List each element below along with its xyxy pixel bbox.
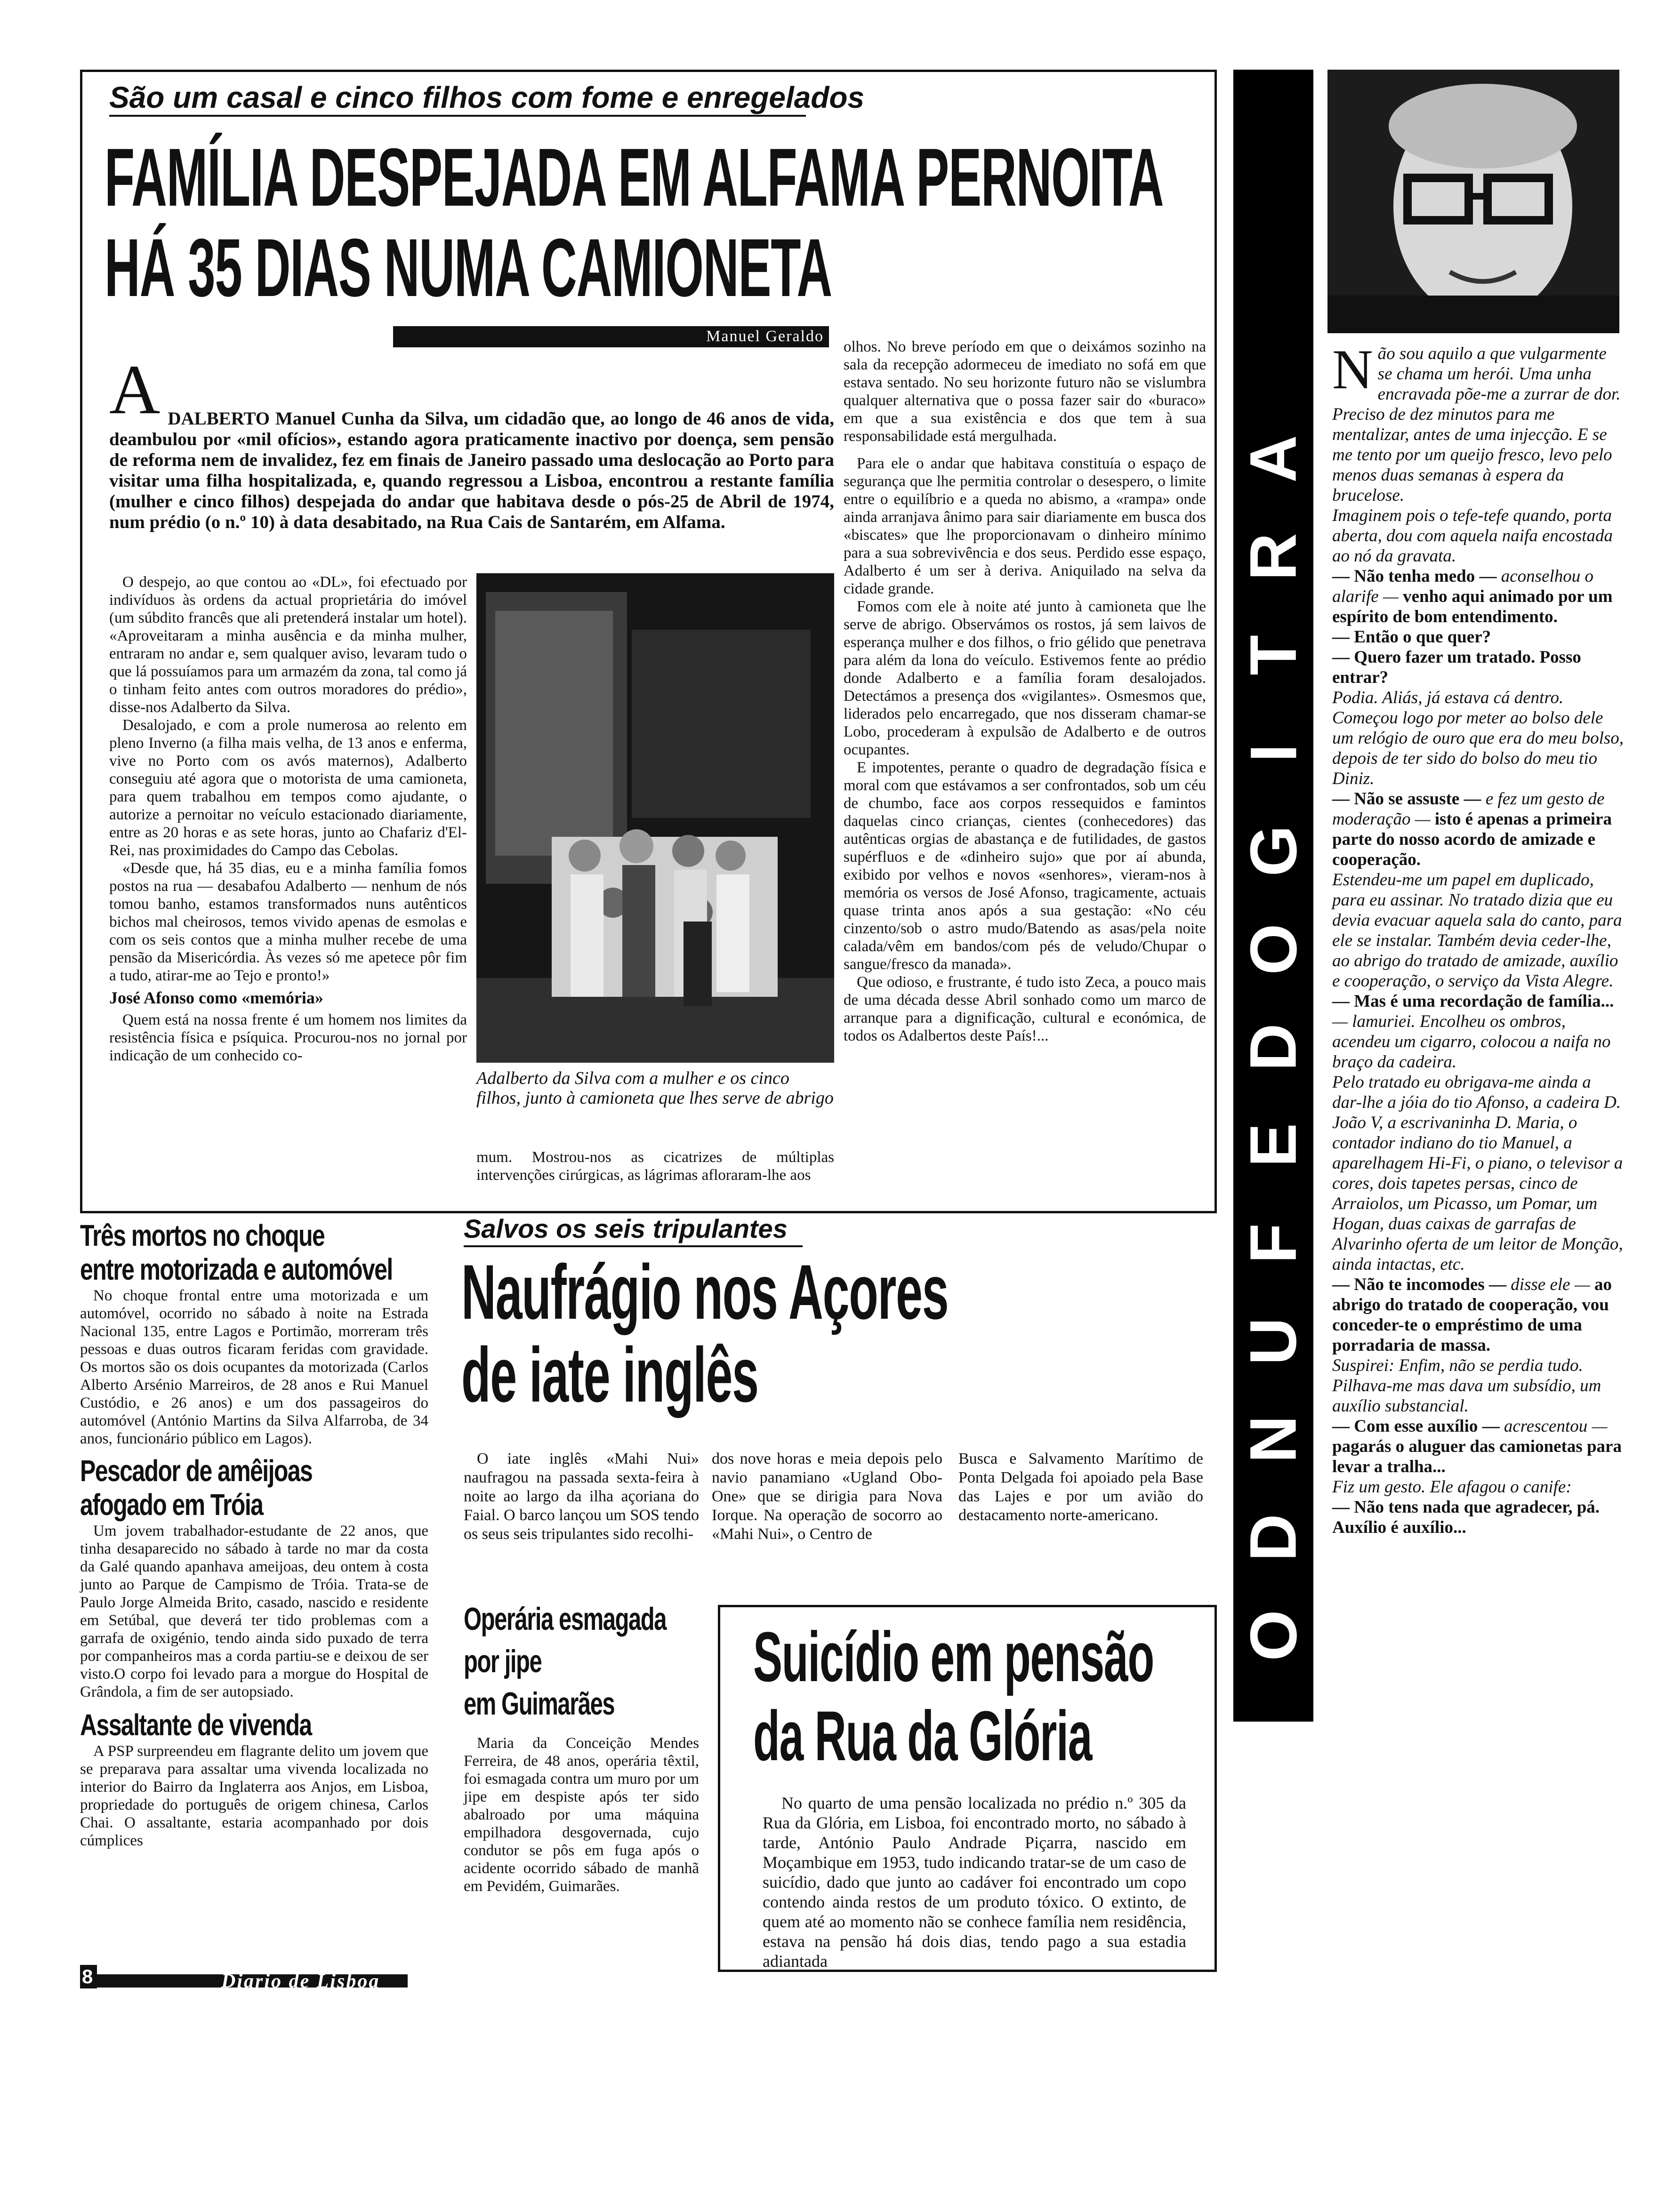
byline: Manuel Geraldo (706, 328, 824, 345)
artigo-de-fundo-letters (1233, 424, 1313, 1671)
suicide-headline-2: da Rua da Glória (753, 1696, 1092, 1775)
author-portrait (1327, 70, 1619, 333)
brief-1-title: Três mortos no choque (80, 1218, 325, 1252)
suicide-headline-1: Suicídio em pensão (753, 1617, 1154, 1696)
vertical-letter: A (1236, 435, 1310, 483)
main-headline-line2: HÁ 35 DIAS NUMA CAMIONETA (105, 222, 832, 314)
sidebar-dialogue: venho aqui animado por um espírito de bom entendimento. (1332, 587, 1613, 626)
sidebar-dialogue: — Não te incomodes — (1332, 1275, 1506, 1294)
brief-2-title2: afogado em Tróia (80, 1488, 263, 1522)
main-col1-subhead: José Afonso como «memória» (109, 988, 323, 1007)
sidebar-dialogue: ao abrigo do tratado de cooperação, vou conceder-te o empréstimo de uma porradaria de massa. (1332, 1275, 1612, 1355)
vertical-letter: R (1236, 533, 1310, 581)
sidebar-column (1332, 338, 1624, 1538)
sidebar-text: acrescentou — (1499, 1417, 1608, 1436)
sidebar-dialogue: isto é apenas a primeira parte do nosso acordo de amizade e cooperação. (1332, 809, 1612, 869)
shipwreck-headline-1: Naufrágio nos Açores (461, 1249, 949, 1335)
main-col3-p2: Para ele o andar que habitava constituía o espaço de segurança que lhe permitia controlar o desespero, o limite entre o equilíbrio e a queda no abismo, a «rampa» onde ainda arranjava ânimo para sair diariamente em busca dos «biscates» que lhe proporcionavam o dinheiro mínimo para a sua sobrevivência e dos seus. Perdido esse espaço, Adalberto é um ser à deriva. Aniquilado na selva da cidade grande. (844, 455, 1206, 597)
vertical-letter: D (1236, 1023, 1310, 1071)
shipwreck-kicker-rule (464, 1245, 803, 1247)
family-photo-image (476, 573, 834, 1063)
vertical-letter: E (1236, 1123, 1310, 1167)
main-col1-p3: «Desde que, há 35 dias, eu e a minha família fomos postos na rua — desabafou Adalberto — nenhum de nós tomou banho, estamos transformados nuns autênticos bichos mal cheirosos, temos vivido apenas de esmolas e com os seis contos que a minha mulher recebe de uma pensão da Misericórdia. Às vezes só me apetece pôr fim a tudo, atirar-me ao Tejo e pronto!» (109, 860, 467, 984)
main-col2-cont: mum. Mostrou-nos as cicatrizes de múltiplas intervenções cirúrgicas, as lágrimas afloraram-lhe aos (476, 1149, 834, 1184)
vertical-letter: G (1236, 825, 1310, 877)
vertical-letter: N (1236, 1415, 1310, 1463)
shipwreck-kicker: Salvos os seis tripulantes (464, 1214, 788, 1243)
main-col3-p5: Que odioso, e frustrante, é tudo isto Zeca, a pouco mais de uma década desse Abril sonhado como um marco de arranque para a dignificação, cultural e económica, de todos os Adalbertos deste País!... (844, 974, 1206, 1044)
sidebar-text: Podia. Aliás, já estava cá dentro. Começou logo por meter ao bolso dele um relógio de ouro que era do meu bolso, depois de ter sido do bolso do meu tio Diniz. (1332, 688, 1624, 788)
vertical-letter: F (1236, 1223, 1310, 1264)
sidebar-text: disse ele — (1506, 1275, 1594, 1294)
brief-3-body: A PSP surpreendeu em flagrante delito um jovem que se preparava para assaltar uma vivenda localizada no interior do Bairro da Inglaterra aos Anjos, em Lisboa, propriedade do português de origem chinesa, Carlos Chai. O assaltante, estaria acompanhado por dois cúmplices (80, 1743, 428, 1849)
main-col3-p3: Fomos com ele à noite até junto à camioneta que lhe serve de abrigo. Observámos os rostos, já sem laivos de esperança mulher e dos filhos, o frio gélido que penetrava para além da lona do veículo. Estivemos fente ao prédio donde Adalberto e a família foram desalojados. Detectámos a presença dos «vigilantes». Osmesmos que, liderados pelo encarregado, que nos disseram chamar-se Lobo, procederam à expulsão de Adalberto e de outros ocupantes. (844, 598, 1206, 758)
sidebar-text: aconselhou o alarife — (1332, 567, 1593, 606)
brief-2-title: Pescador de amêijoas (80, 1454, 313, 1488)
sidebar-text: e fez um gesto de moderação — (1332, 789, 1605, 829)
vertical-letter: T (1236, 634, 1310, 675)
main-col3 (844, 338, 1206, 1045)
author-portrait-image (1327, 70, 1619, 333)
kicker-rule (109, 115, 806, 117)
sidebar-dropcap: N (1332, 338, 1373, 401)
newspaper-name: Diario de Lisboa (221, 1971, 380, 1992)
brief-3-title: Assaltante de vivenda (80, 1708, 312, 1742)
lead-dropcap: A (109, 351, 161, 429)
briefs-column (80, 1219, 428, 1850)
worker-title-1: Operária esmagada (464, 1601, 667, 1637)
sidebar-text: Estendeu-me um papel em duplicado, para eu assinar. No tratado dizia que eu devia evacuar aquela sala do canto, para ele se instalar. Também devia ceder-lhe, ao abrigo do tratado de amizade, auxílio e cooperação, o serviço da Vista Alegre. (1332, 870, 1622, 991)
shipwreck-col1: O iate inglês «Mahi Nui» naufragou na passada sexta-feira à noite ao largo da ilha açoriana do Faial. O barco lançou um SOS tendo os seus seis tripulantes sido recolhi- (464, 1450, 699, 1543)
worker-story (464, 1598, 699, 1895)
lead-block (109, 351, 834, 533)
sidebar-dialogue: — Não tenha medo — (1332, 567, 1497, 586)
sidebar-dialogue: — Quero fazer um tratado. Posso entrar? (1332, 648, 1581, 687)
main-col3-p4: E impotentes, perante o quadro de degradação física e moral com que estávamos a ser confrontados, sob um céu de chumbo, face aos corpos ressequidos e famintos daquelas cinco crianças, cientes (conhecedores) das autênticas orgias de abastança e de futilidades, de gastos supérfluos e de «dinheiro sujo» que por aí abunda, exibido por velhos e novos «senhores», vieram-nos à memória os versos de José Afonso, tragicamente, actuais quase trinta anos após a sua gestação: «No céu cinzento/sob o astro mudo/Batendo as asas/pela noite calada/vêm em bandos/com pés de veludo/Chupar o sangue/fresco da manada». (844, 759, 1206, 973)
main-col1-p1: O despejo, ao que contou ao «DL», foi efectuado por indivíduos às ordens da actual proprietária do imóvel (um súbdito francês que ali pretenderá instalar um hotel). «Aproveitaram a minha ausência e da minha mulher, entraram no andar e, sem qualquer aviso, levaram tudo o que lá possuíamos para um armazém da zona, tal como já o tinham feito antes com outros moradores do prédio», disse-nos Adalberto da Silva. (109, 574, 467, 716)
suicide-body: No quarto de uma pensão localizada no prédio n.º 305 da Rua da Glória, em Lisboa, foi encontrado morto, no sábado à tarde, António Paulo Andrade Piçarra, nascido em Moçambique em 1953, tudo indicando tratar-se de um caso de suicídio, dado que junto ao cadáver foi encontrado um copo contendo ainda restos de um produto tóxico. O extinto, de quem até ao momento não se conhece família nem residência, estava na pensão há dois dias, tendo pago a sua estadia adiantada (763, 1794, 1186, 1971)
sidebar-dialogue: — Mas é uma recordação de família... (1332, 992, 1614, 1011)
brief-1-body: No choque frontal entre uma motorizada e um automóvel, ocorrido no sábado à noite na Estrada Nacional 135, entre Lagos e Portimão, morreram três pessoas e duas outros ficaram feridas com gravidade. Os mortos são os dois ocupantes da motorizada (Carlos Alberto Arsénio Marreiros, de 28 anos e Rui Manuel Custódio, e 26 anos) e um dos passageiros do automóvel (António Martins da Silva Alfarroba, de 34 anos, funcionário público em Lagos). (80, 1287, 428, 1447)
sidebar-dialogue: — Com esse auxílio — (1332, 1417, 1500, 1436)
main-col3-p1: olhos. No breve período em que o deixámos sozinho na sala da recepção adormeceu de imediato no sofá em que estava sentado. No seu horizonte futuro não se vislumbra qualquer alternativa que o possa fazer sair do «buraco» em que a sua existência e dos que tem à sua responsabilidade está mergulhada. (844, 338, 1206, 445)
sidebar-dialogue: — Não tens nada que agradecer, pá. Auxílio é auxílio... (1332, 1498, 1600, 1537)
sidebar-dialogue: — Então o que quer? (1332, 627, 1491, 647)
worker-title-3: em Guimarães (464, 1686, 615, 1722)
sidebar-text: Pelo tratado eu obrigava-me ainda a dar-lhe a jóia do tio Afonso, a cadeira D. João V, a escrivaninha D. Maria, o contador indiano do tio Manuel, a aparelhagem Hi-Fi, o piano, o televisor a cores, dois tapetes persas, cinco de Arraiolos, um Picasso, um Pomar, um Hogan, duas caixas de garrafas de Alvarinho oferta de um leitor de Monção, ainda intactas, etc. (1332, 1073, 1623, 1274)
shipwreck-col3: Busca e Salvamento Marítimo de Ponta Delgada foi apoiado pela Base das Lajes e por um avião do destacamento norte-americano. (958, 1450, 1203, 1524)
sidebar-text: — lamuriei. Encolheu os ombros, acendeu um cigarro, colocou a naifa no braço da cadeira. (1332, 1012, 1611, 1072)
photo-caption: Adalberto da Silva com a mulher e os cinco filhos, junto à camioneta que lhes serve de abrigo (476, 1068, 834, 1108)
vertical-letter: D (1236, 1514, 1310, 1562)
sidebar-text: Imaginem pois o tefe-tefe quando, porta aberta, dou com aquela naifa encostada ao nó da gravata. (1332, 506, 1613, 566)
main-col1-p2: Desalojado, e com a prole numerosa ao relento em pleno Inverno (a filha mais velha, de 13 anos e enferma, vive no Porto com os avós maternos), Adalberto conseguiu até agora que o motorista de uma camioneta, para quem trabalhou em tempos como ajudante, o autorize a pernoitar no veículo estacionado diariamente, entre as 20 horas e as sete horas, junto ao Chafariz d'El-Rei, nas proximidades do Campo das Cebolas. (109, 717, 467, 859)
vertical-letter: O (1236, 923, 1310, 975)
vertical-letter: O (1236, 1610, 1310, 1661)
main-col1 (109, 573, 467, 1065)
sidebar-text: ão sou aquilo a que vulgarmente se chama um herói. Uma unha encravada põe-me a zurrar de dor. Preciso de dez minutos para me mentalizar, antes de uma injecção. E se me tento por um queijo fresco, levo pelo menos duas semanas à espera da brucelose. (1332, 344, 1621, 505)
sidebar-text: Fiz um gesto. Ele afagou o canife: (1332, 1477, 1572, 1497)
brief-2-body: Um jovem trabalhador-estudante de 22 anos, que tinha desaparecido no sábado à tarde no mar da costa da Galé quando apanhava ameijoas, deu ontem à costa junto ao Parque de Campismo de Tróia. Trata-se de Paulo Jorge Almeida Brito, casado, nascido e residente em Setúbal, que deverá ter tido problemas com a garrafa de oxigénio, tendo ainda sido puxado de terra por companheiros mas a corda partiu-se e deixou de ser visto.O corpo foi levado para a morgue do Hospital de Grândola, a fim de ser autopsiado. (80, 1523, 428, 1700)
vertical-letter: U (1236, 1317, 1310, 1365)
sidebar-dialogue: pagarás o aluguer das camionetas para levar a tralha... (1332, 1437, 1622, 1476)
lead-paragraph: DALBERTO Manuel Cunha da Silva, um cidadão que, ao longo de 46 anos de vida, deambulou por «mil ofícios», estando agora praticamente inactivo por doença, sem pensão de reforma nem de invalidez, fez em finais de Janeiro passado uma deslocação ao Porto para visitar uma filha hospitalizada, e, quando regressou a Lisboa, encontrou a restante família (mulher e cinco filhos) despejada do andar que habitava desde o pós-25 de Abril de 1974, num prédio (o n.º 10) à data desabitado, na Rua Cais de Santarém, em Alfama. (109, 409, 834, 532)
vertical-letter: I (1236, 744, 1310, 762)
main-col1-p4: Quem está na nossa frente é um homem nos limites da resistência física e psíquica. Procurou-nos no jornal por indicação de um conhecido co- (109, 1011, 467, 1064)
brief-1-title2: entre motorizada e automóvel (80, 1252, 393, 1286)
sidebar-text: Suspirei: Enfim, não se perdia tudo. Pilhava-me mas dava um subsídio, um auxílio substancial. (1332, 1356, 1601, 1416)
worker-body: Maria da Conceição Mendes Ferreira, de 48 anos, operária têxtil, foi esmagada contra um muro por um jipe em despiste após ter sido abalroado por uma máquina empilhadora desgovernada, cujo condutor se pôs em fuga após o acidente ocorrido sábado de manhã em Pevidém, Guimarães. (464, 1735, 699, 1895)
family-photo (476, 573, 834, 1063)
page-number: 8 (82, 1965, 93, 1988)
shipwreck-col2: dos nove horas e meia depois pelo navio panamiano «Ugland Obo-One» que se dirigia para Nova Iorque. Na operação de socorro ao «Mahi Nui», o Centro de (712, 1450, 942, 1543)
sidebar-dialogue: — Não se assuste — (1332, 789, 1481, 809)
main-kicker: São um casal e cinco filhos com fome e enregelados (109, 80, 865, 114)
main-headline-line1: FAMÍLIA DESPEJADA EM ALFAMA PERNOITA (105, 132, 1164, 224)
worker-title-2: por jipe (464, 1643, 542, 1679)
shipwreck-headline-2: de iate inglês (461, 1331, 758, 1418)
